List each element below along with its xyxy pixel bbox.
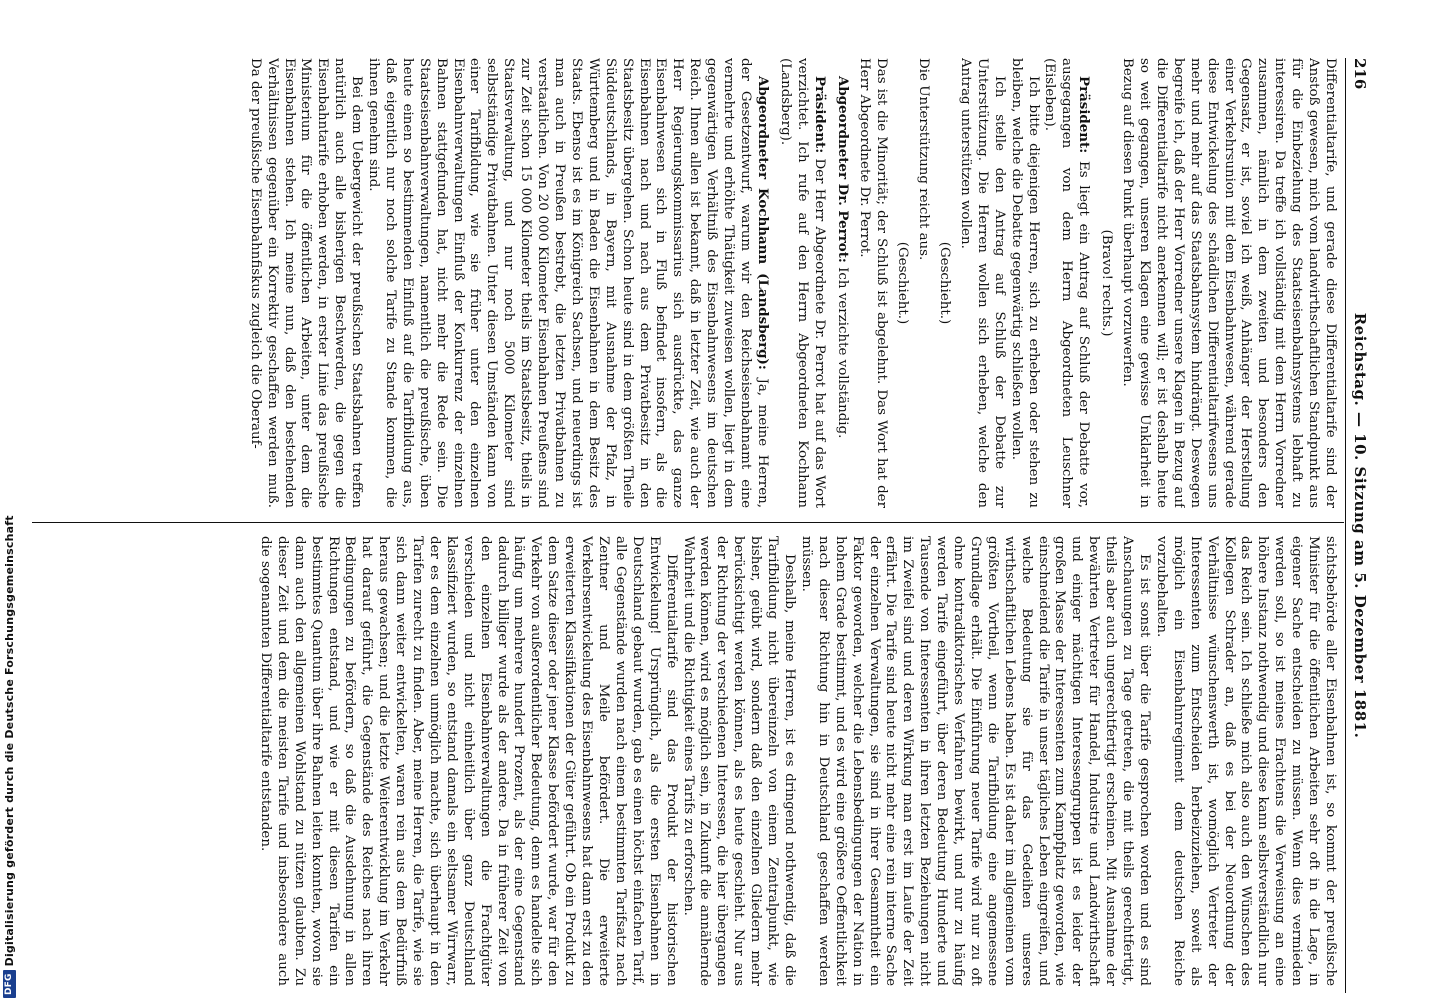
dfg-logo: DFG <box>3 970 16 998</box>
speech-paragraph <box>776 58 828 508</box>
speech-text: Der Herr Abgeordnete Dr. Perrot hat auf das Wort verzichtet. Ich rufe auf den Herrn Abgeordneten Kochhann (Landsberg). <box>777 58 827 508</box>
speech-text: Es liegt ein Antrag auf Schluß der Debatte vor, ausgegangen von dem Herrn Abgeordneten Leuschner (Eisleben). <box>1042 58 1092 508</box>
speaker-name: Präsident: <box>811 76 828 154</box>
body-paragraph: Das ist die Minorität; der Schluß ist abgelehnt. Das Wort hat der Herr Abgeordnete Dr. Perrot. <box>857 58 890 508</box>
page-number: 216 <box>1351 58 1369 90</box>
stage-direction: (Geschieht.) <box>895 241 911 325</box>
speaker-name: Abgeordneter Kochhann (Landsberg): <box>754 76 771 370</box>
speech-text: Ich verzichte vollständig. <box>834 267 850 439</box>
speech-paragraph <box>364 58 771 508</box>
stage-direction: (Bravo! rechts.) <box>1099 229 1115 337</box>
right-column <box>33 536 1338 986</box>
body-paragraph: Differentialtarife sind das Produkt der historischen Entwickelung! Ursprünglich, als die ersten Eisenbahnen in Deutschland gebaut wurden, gab es einen höchst einfachen Tarif, alle Gegenstände wurden nach einem bestimmten Tarifsatz nach Zentner und Meile befördert. Die erweiterte Verkehrsentwickelung des Eisenbahnwesens hat dann erst zu den erweiterten Klassifikationen der Güter geführt. Ob ein Produkt zu dem Satze dieser oder jener Klasse befördert wurde, war für den Verkehr von außerordentlicher Bedeutung, denn es handelte sich häufig um mehrere hundert Prozent, als der eine Gegenstand dadurch billiger wurde als der andere. Da in früherer Zeit von den einzelnen Eisenbahnverwaltungen die Frachtgüter verschieden und nicht einheitlich über ganz Deutschland klassifiziert wurden, so entstand damals ein seltsamer Wirrwarr, der es dem einzelnen unmöglich machte, sich überhaupt in den Tarifen zurecht zu finden. Aber, meine Herren, die Tarife, wie sie sich dann weiter entwickelten, waren rein aus dem Bedürfniß heraus gewachsen; und die letzte Weiterentwicklung im Verkehr hat darauf geführt, die Gegenstände des Reiches nach ihren Bedingungen zu befördern, so daß die Ausdehnung in allen Richtungen entstand, und wie er mit diesen Tarifen ein bestimmtes Quantum über ihre Bahnen leiten konnten, wovon sie dann auch den allgemeinen Wohlstand zu nützen glaubten. Zu dieser Zeit und dem die meisten Tarife und insbesondere auch die sogenannten Differentialtarife entstanden. <box>257 536 679 986</box>
running-header <box>1348 58 1370 993</box>
speaker-name: Abgeordneter Dr. Perrot: <box>834 76 851 263</box>
speech-text: Ja, meine Herren, der Gesetzentwurf, warum wir den Reichseisenbahnamt eine vermehrte und erhöhte Thätigkeit zuweisen wollen, liegt in dem gegenwärtigen Verhältniß des Eisenbahnwesens im deutschen Reich. Ihnen allen ist bekannt, daß in letzter Zeit, wie auch der Herr Regierungskommissarius sich ausdrückte, das ganze Eisenbahnwesen sich in Fluß befindet insofern, als die Eisenbahnen nach und nach aus dem Privatbesitz in den Staatsbesitz übergehen. Schon heute sind in dem größten Theile Süddeutschlands, in Bayern, mit Ausnahme der Pfalz, in Württemberg und in Baden die Eisenbahnen in dem Besitz des Staats. Ebenso ist es im Königreich Sachsen, und neuerdings ist man auch in Preußen bestrebt, die letzten Privatbahnen zu verstaatlichen. Von 20 000 Kilometer Eisenbahnen Preußens sind zur Zeit schon 15 000 Kilometer theils im Staatsbesitz, theils in Staatsverwaltung, und nur noch 5000 Kilometer sind selbstständige Privatbahnen. Unter diesen Umständen kann von einer Tarifbildung, wie sie früher unter den einzelnen Eisenbahnverwaltungen Einfluß der Konkurrenz der einzelnen Bahnen stattgefunden hat, nicht mehr die Rede sein. Die Staatseisenbahnverwaltungen, namentlich die preußische, üben heute einen so bestimmenden Einfluß auf die Tarifbildung aus, daß eigentlich nur noch solche Tarife zu Stande kommen, die ihnen genehm sind. <box>366 58 770 508</box>
body-paragraph: Die Unterstützung reicht aus. <box>916 58 932 261</box>
digitization-credit <box>2 0 16 998</box>
header-rule <box>1345 58 1346 993</box>
body-paragraph: Es ist sonst über die Tarife gesprochen worden und es sind Anschauungen zu Tage getreten, die mit theils gerechtfertigt, theils aber auch ungerechtfertigt erscheinen. Mit Ausnahme der bewährten Vertreter für Handel, Industrie und Landwirthschaft und einiger mächtigen Interessengruppen ist es leider der großen Masse der Interessenten zum Kampfplatz geworden, wie einschneidend die Tarife in unser tägliches Leben eingreifen, und welche Bedeutung sie für das Gedeihen unseres wirthschaftlichen Lebens haben. Es ist daher im allgemeinen vom größten Vortheil, wenn die Tarifbildung eine angemessene Grundlage erhält. Die Einführung neuer Tarife wird nur zu oft ohne kontradiktorisches Verfahren bewirkt, und nur zu häufig werden Tarife eingeführt, über deren Bedeutung Hunderte und Tausende von Interessenten in ihren letzten Beziehungen nicht im Zweifel sind und deren Wirkung man erst im Laufe der Zeit erfährt. Die Tarife sind heute nicht mehr eine rein interne Sache der einzelnen Verwaltungen, sie sind in ihrer Gesammtheit ein Faktor geworden, welcher die Lebensbedingungen der Nation in hohem Grade bestimmt, und es wird eine größere Oeffentlichkeit nach dieser Richtung hin in Deutschland geschaffen werden müssen. <box>798 536 1153 986</box>
body-paragraph: Ich bitte diejenigen Herren, sich zu erheben oder stehen zu bleiben, welche die Debatte gegenwärtig schließen wollen. <box>1008 58 1041 508</box>
speech-paragraph <box>833 58 851 508</box>
body-paragraph: Differentialtarife, und gerade diese Differentialtarife sind der Anstoß gewesen, mich vom landwirthschaftlichen Standpunkt aus für die Einbeziehung des Staatseisenbahnsystems lebhaft zu interessiren. Da treffe ich vollständig mit dem Herrn Vorredner zusammen, nämlich in dem zweiten und besonders den Gegensatz, er ist, soviel ich weiß, Anhänger der Herstellung einer Verkehrsunion mit dem Eisenbahnwesen, während gerade diese Entwickelung des schädlichen Differentialtarifwesens uns mehr und mehr auf das Staatsbahnsystem hindrängt. Deswegen begreife ich, daß der Herr Vorredner unsere Klagen in Bezug auf die Differentialtarife nicht anerkennen will; er ist deshalb heute so weit gegangen, unseren Klagen eine gewisse Unklarheit in Bezug auf diesen Punkt überhaupt vorzuwerfen. <box>1120 58 1338 508</box>
body-paragraph: Deshalb, meine Herren, ist es dringend nothwendig, daß die Tarifbildung nicht übereinzeln von einem Zentralpunkt, wie bisher, geübt wird, sondern daß den einzelnen Gliedern mehr berücksichtigt werden können, als es heute geschieht. Nur aus der Richtung der verschiedenen Interessen, die hier übergangen werden können, wird es möglich sein, in Zukunft die annähernde Wahrheit und die Richtigkeit eines Tarifs zu erforschen. <box>680 536 797 986</box>
body-paragraph: sichtsbehörde aller Eisenbahnen ist, so kommt der preußische Minister für die öffentlichen Arbeiten sehr oft in die Lage, in eigener Sache entscheiden zu müssen. Wenn dies vermieden werden soll, so ist meines Erachtens die Verweisung an eine höhere Instanz nothwendig und diese kann selbstverständlich nur das Reich sein. Ich schließe mich also auch den Wünschen des Kollegen Schrader an, daß es bei der Neuordnung der Verhältnisse wünschenswerth ist, womöglich Vertreter der Interessenten zum Entscheiden herbeizuziehen, soweit als möglich ein Eisenbahnregiment dem deutschen Reiche vorzubehalten. <box>1153 536 1338 986</box>
column-divider <box>32 522 1344 523</box>
left-column <box>33 58 1338 508</box>
scanned-page <box>30 58 1370 993</box>
running-title: Reichstag. — 10. Sitzung am 5. Dezember 1881. <box>1351 312 1369 739</box>
speech-paragraph <box>1041 58 1093 508</box>
speaker-name: Präsident: <box>1076 76 1093 154</box>
credit-text: Digitalisierung gefördert durch die Deutsche Forschungsgemeinschaft <box>2 515 16 967</box>
stage-direction: (Geschieht.) <box>937 241 953 325</box>
body-paragraph: Ich stelle den Antrag auf Schluß der Debatte zur Unterstützung. Die Herren wollen sich erheben, welche den Antrag unterstützen wollen. <box>957 58 1007 508</box>
body-paragraph: Bei dem Uebergewicht der preußischen Staatsbahnen treffen natürlich auch alle bisherigen Beschwerden, die gegen die Eisenbahntarife erhoben werden, in erster Linie das preußische Ministerium für die öffentlichen Arbeiten, unter dem die Eisenbahnen stehen. Ich meine nun, daß den bestehenden Verhältnissen gegenüber ein Korrektiv geschaffen werden muß. Da der preußische Eisenbahnfiskus zugleich die Oberauf- <box>247 58 365 508</box>
